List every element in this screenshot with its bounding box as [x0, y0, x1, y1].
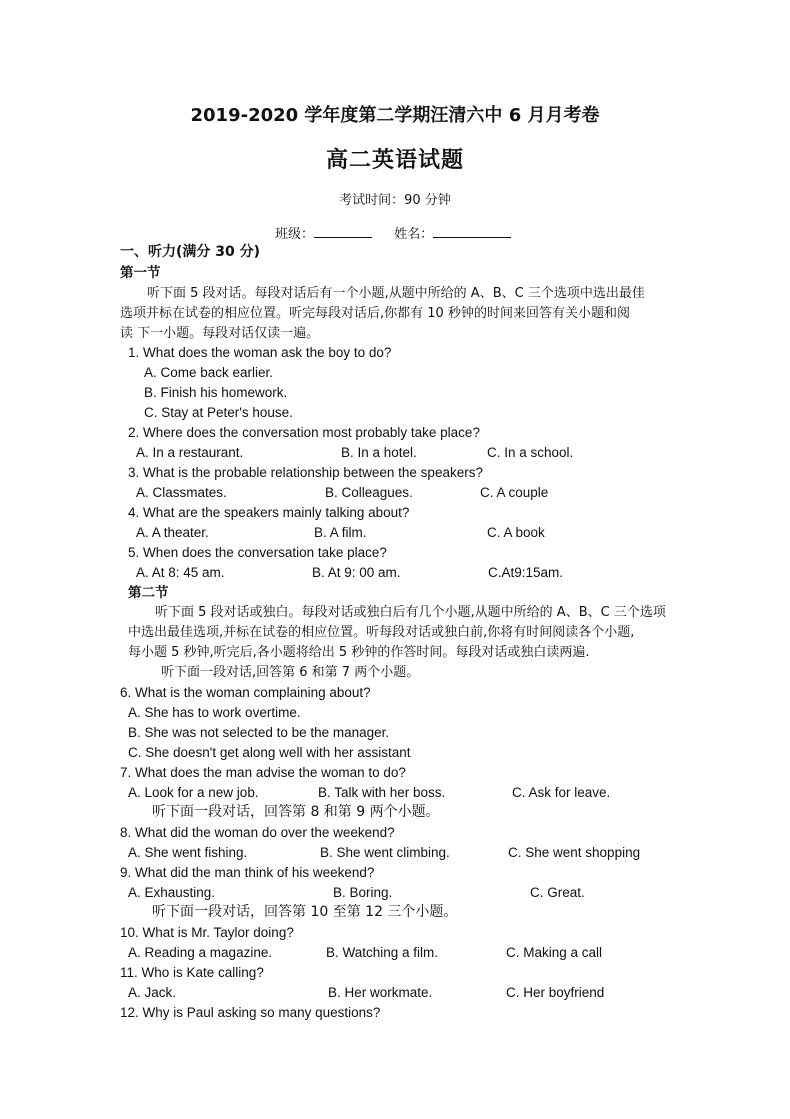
q6-option-b[interactable]: B. She was not selected to be the manager.: [128, 725, 390, 740]
q11-option-a[interactable]: A. Jack.: [128, 985, 177, 1000]
q8-stem: 8. What did the woman do over the weekend?: [120, 825, 395, 840]
q3-option-a[interactable]: A. Classmates.: [136, 485, 227, 500]
class-blank[interactable]: [314, 223, 372, 238]
q1-option-c[interactable]: C. Stay at Peter's house.: [144, 405, 293, 420]
class-label: 班级：: [275, 227, 315, 242]
q7-stem: 7. What does the man advise the woman to do?: [120, 765, 406, 780]
section2-instruction-3: 每小题 5 秒钟,听完后,各小题将给出 5 秒钟的作答时间。每段对话或独白读两遍.: [128, 645, 590, 660]
q10-option-c[interactable]: C. Making a call: [506, 945, 603, 960]
q7-option-a[interactable]: A. Look for a new job.: [128, 785, 259, 800]
q3-option-c[interactable]: C. A couple: [480, 485, 549, 500]
q2-option-a[interactable]: A. In a restaurant.: [136, 445, 244, 460]
q8-option-c[interactable]: C. She went shopping: [508, 845, 641, 860]
section2-title: 第二节: [128, 585, 169, 601]
subject-title: 高二英语试题: [325, 148, 464, 173]
section2-note-1: 听下面一段对话,回答第 6 和第 7 两个小题。: [161, 665, 420, 680]
q12-stem: 12. Why is Paul asking so many questions?: [120, 1005, 381, 1020]
q9-option-b[interactable]: B. Boring.: [333, 885, 393, 900]
q1-option-b[interactable]: B. Finish his homework.: [144, 385, 288, 400]
q5-option-c[interactable]: C.At9:15am.: [488, 565, 564, 580]
q7-option-c[interactable]: C. Ask for leave.: [512, 785, 611, 800]
section2-note-2: 听下面一段对话，回答第 8 和第 9 两个小题。: [152, 804, 440, 820]
q7-option-b[interactable]: B. Talk with her boss.: [318, 785, 446, 800]
q5-option-a[interactable]: A. At 8: 45 am.: [136, 565, 225, 580]
q11-option-b[interactable]: B. Her workmate.: [328, 985, 433, 1000]
section1-title: 第一节: [120, 265, 161, 281]
exam-title: 2019-2020 学年度第二学期汪清六中 6 月月考卷: [190, 105, 600, 126]
q5-option-b[interactable]: B. At 9: 00 am.: [312, 565, 401, 580]
q10-option-b[interactable]: B. Watching a film.: [326, 945, 439, 960]
q1-stem: 1. What does the woman ask the boy to do?: [128, 345, 392, 360]
q6-stem: 6. What is the woman complaining about?: [120, 685, 371, 700]
q4-option-c[interactable]: C. A book: [487, 525, 545, 540]
q4-option-b[interactable]: B. A film.: [314, 525, 367, 540]
q9-option-a[interactable]: A. Exhausting.: [128, 885, 216, 900]
section2-instruction-2: 中选出最佳选项,并标在试卷的相应位置。听每段对话或独白前,你将有时间阅读各个小题,: [128, 625, 635, 640]
name-blank[interactable]: [433, 223, 511, 238]
section2-note-3: 听下面一段对话，回答第 10 至第 12 三个小题。: [152, 904, 458, 920]
exam-time: 考试时间：90 分钟: [339, 193, 451, 208]
section2-instruction-1: 听下面 5 段对话或独白。每段对话或独白后有几个小题,从题中所给的 A、B、C 三个选项: [155, 605, 666, 620]
part1-heading: 一、听力(满分 30 分): [120, 244, 261, 260]
q4-option-a[interactable]: A. A theater.: [136, 525, 209, 540]
q6-option-c[interactable]: C. She doesn't get along well with her assistant: [128, 745, 411, 760]
section1-instruction-3: 读 下一小题。每段对话仅读一遍。: [120, 326, 320, 341]
section1-instruction-1: 听下面 5 段对话。每段对话后有一个小题,从题中所给的 A、B、C 三个选项中选出最佳: [147, 286, 645, 301]
q8-option-a[interactable]: A. She went fishing.: [128, 845, 248, 860]
q3-option-b[interactable]: B. Colleagues.: [325, 485, 413, 500]
q6-option-a[interactable]: A. She has to work overtime.: [128, 705, 301, 720]
q2-stem: 2. Where does the conversation most probably take place?: [128, 425, 480, 440]
student-info-line: [275, 223, 511, 244]
q9-option-c[interactable]: C. Great.: [530, 885, 585, 900]
section1-instruction-2: 选项并标在试卷的相应位置。听完每段对话后,你都有 10 秒钟的时间来回答有关小题和阅: [120, 306, 630, 321]
q4-stem: 4. What are the speakers mainly talking about?: [128, 505, 410, 520]
q2-option-c[interactable]: C. In a school.: [487, 445, 574, 460]
q10-option-a[interactable]: A. Reading a magazine.: [128, 945, 273, 960]
name-label: 姓名：: [394, 227, 434, 242]
q8-option-b[interactable]: B. She went climbing.: [320, 845, 450, 860]
q10-stem: 10. What is Mr. Taylor doing?: [120, 925, 294, 940]
q3-stem: 3. What is the probable relationship between the speakers?: [128, 465, 483, 480]
q9-stem: 9. What did the man think of his weekend?: [120, 865, 375, 880]
q11-option-c[interactable]: C. Her boyfriend: [506, 985, 605, 1000]
q1-option-a[interactable]: A. Come back earlier.: [144, 365, 274, 380]
q5-stem: 5. When does the conversation take place?: [128, 545, 387, 560]
q2-option-b[interactable]: B. In a hotel.: [341, 445, 417, 460]
q11-stem: 11. Who is Kate calling?: [120, 965, 264, 980]
